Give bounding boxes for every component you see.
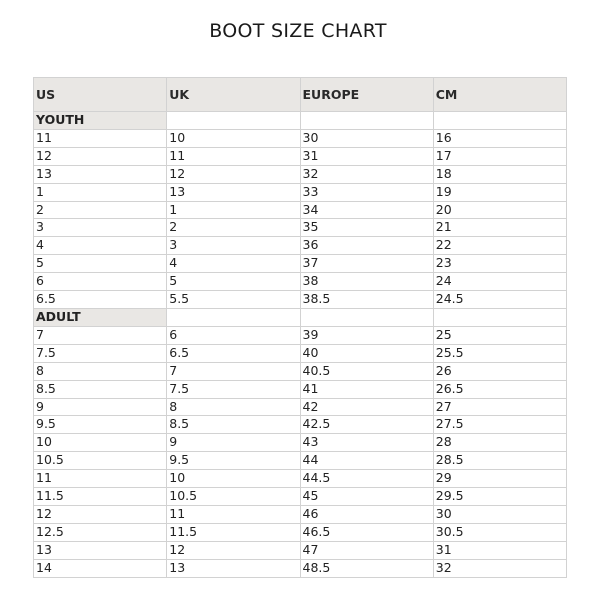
cell-us: 10: [34, 434, 167, 452]
table-row: [34, 165, 567, 183]
cell-cm: 26.5: [433, 380, 566, 398]
cell-cm: 23: [433, 255, 566, 273]
cell-uk: 11: [167, 147, 300, 165]
cell-cm: 25: [433, 326, 566, 344]
cell-us: 13: [34, 541, 167, 559]
cell-us: 5: [34, 255, 167, 273]
cell-cm: 30.5: [433, 523, 566, 541]
cell-uk: 2: [167, 219, 300, 237]
cell-cm: 29: [433, 470, 566, 488]
table-row: [34, 237, 567, 255]
empty-cell: [300, 308, 433, 326]
cell-uk: 10.5: [167, 488, 300, 506]
cell-uk: 13: [167, 183, 300, 201]
cell-cm: 30: [433, 505, 566, 523]
cell-uk: 11.5: [167, 523, 300, 541]
cell-us: 12: [34, 147, 167, 165]
cell-europe: 41: [300, 380, 433, 398]
cell-europe: 30: [300, 129, 433, 147]
cell-us: 6: [34, 273, 167, 291]
cell-europe: 40.5: [300, 362, 433, 380]
cell-us: 11: [34, 470, 167, 488]
table-body: [34, 112, 567, 578]
cell-uk: 10: [167, 129, 300, 147]
cell-us: 11.5: [34, 488, 167, 506]
cell-us: 9: [34, 398, 167, 416]
cell-europe: 47: [300, 541, 433, 559]
cell-europe: 44.5: [300, 470, 433, 488]
cell-europe: 42.5: [300, 416, 433, 434]
cell-europe: 31: [300, 147, 433, 165]
cell-cm: 27.5: [433, 416, 566, 434]
cell-europe: 32: [300, 165, 433, 183]
empty-cell: [433, 308, 566, 326]
table-row: [34, 416, 567, 434]
cell-uk: 9: [167, 434, 300, 452]
cell-europe: 38.5: [300, 291, 433, 309]
cell-us: 6.5: [34, 291, 167, 309]
cell-uk: 8.5: [167, 416, 300, 434]
cell-europe: 44: [300, 452, 433, 470]
cell-cm: 28.5: [433, 452, 566, 470]
cell-uk: 6: [167, 326, 300, 344]
table-row: [34, 541, 567, 559]
table-row: [34, 183, 567, 201]
cell-us: 11: [34, 129, 167, 147]
cell-cm: 28: [433, 434, 566, 452]
cell-us: 7: [34, 326, 167, 344]
table-row: [34, 398, 567, 416]
cell-uk: 12: [167, 541, 300, 559]
cell-uk: 12: [167, 165, 300, 183]
cell-uk: 4: [167, 255, 300, 273]
table-row: [34, 291, 567, 309]
table-row: [34, 273, 567, 291]
table-row: [34, 362, 567, 380]
page-title: BOOT SIZE CHART: [209, 20, 387, 42]
table-row: [34, 380, 567, 398]
column-header-europe: EUROPE: [300, 78, 433, 112]
cell-cm: 29.5: [433, 488, 566, 506]
cell-cm: 18: [433, 165, 566, 183]
table-row: [34, 147, 567, 165]
section-label: YOUTH: [34, 112, 167, 130]
table-row: [34, 505, 567, 523]
table-row: [34, 201, 567, 219]
cell-cm: 21: [433, 219, 566, 237]
column-header-cm: CM: [433, 78, 566, 112]
cell-europe: 45: [300, 488, 433, 506]
cell-uk: 9.5: [167, 452, 300, 470]
section-label: ADULT: [34, 308, 167, 326]
table-row: [34, 488, 567, 506]
cell-uk: 6.5: [167, 344, 300, 362]
cell-us: 12: [34, 505, 167, 523]
header-row: [34, 78, 567, 112]
table-row: [34, 523, 567, 541]
table-row: [34, 434, 567, 452]
cell-cm: 27: [433, 398, 566, 416]
table-row: [34, 344, 567, 362]
cell-cm: 19: [433, 183, 566, 201]
cell-us: 3: [34, 219, 167, 237]
cell-europe: 38: [300, 273, 433, 291]
cell-us: 14: [34, 559, 167, 577]
empty-cell: [167, 308, 300, 326]
cell-europe: 48.5: [300, 559, 433, 577]
cell-us: 13: [34, 165, 167, 183]
cell-cm: 31: [433, 541, 566, 559]
cell-europe: 40: [300, 344, 433, 362]
empty-cell: [300, 112, 433, 130]
cell-uk: 7.5: [167, 380, 300, 398]
cell-cm: 17: [433, 147, 566, 165]
column-header-uk: UK: [167, 78, 300, 112]
empty-cell: [433, 112, 566, 130]
size-table: [33, 77, 567, 578]
cell-us: 2: [34, 201, 167, 219]
cell-cm: 20: [433, 201, 566, 219]
cell-cm: 32: [433, 559, 566, 577]
cell-us: 7.5: [34, 344, 167, 362]
table-row: [34, 470, 567, 488]
cell-uk: 5.5: [167, 291, 300, 309]
cell-us: 8.5: [34, 380, 167, 398]
section-row-adult: [34, 308, 567, 326]
empty-cell: [167, 112, 300, 130]
cell-europe: 43: [300, 434, 433, 452]
cell-europe: 33: [300, 183, 433, 201]
cell-cm: 25.5: [433, 344, 566, 362]
cell-cm: 26: [433, 362, 566, 380]
cell-europe: 37: [300, 255, 433, 273]
cell-europe: 35: [300, 219, 433, 237]
cell-europe: 46: [300, 505, 433, 523]
table-row: [34, 219, 567, 237]
cell-uk: 7: [167, 362, 300, 380]
cell-cm: 24.5: [433, 291, 566, 309]
cell-cm: 24: [433, 273, 566, 291]
table-row: [34, 129, 567, 147]
cell-uk: 1: [167, 201, 300, 219]
cell-us: 10.5: [34, 452, 167, 470]
cell-uk: 13: [167, 559, 300, 577]
cell-uk: 10: [167, 470, 300, 488]
table-row: [34, 326, 567, 344]
cell-cm: 22: [433, 237, 566, 255]
cell-uk: 11: [167, 505, 300, 523]
cell-europe: 36: [300, 237, 433, 255]
cell-us: 1: [34, 183, 167, 201]
column-header-us: US: [34, 78, 167, 112]
cell-europe: 39: [300, 326, 433, 344]
section-row-youth: [34, 112, 567, 130]
cell-uk: 3: [167, 237, 300, 255]
cell-uk: 5: [167, 273, 300, 291]
cell-europe: 42: [300, 398, 433, 416]
cell-europe: 46.5: [300, 523, 433, 541]
cell-europe: 34: [300, 201, 433, 219]
cell-us: 12.5: [34, 523, 167, 541]
table-row: [34, 452, 567, 470]
table-row: [34, 255, 567, 273]
cell-us: 9.5: [34, 416, 167, 434]
table-row: [34, 559, 567, 577]
cell-uk: 8: [167, 398, 300, 416]
cell-us: 8: [34, 362, 167, 380]
cell-us: 4: [34, 237, 167, 255]
cell-cm: 16: [433, 129, 566, 147]
